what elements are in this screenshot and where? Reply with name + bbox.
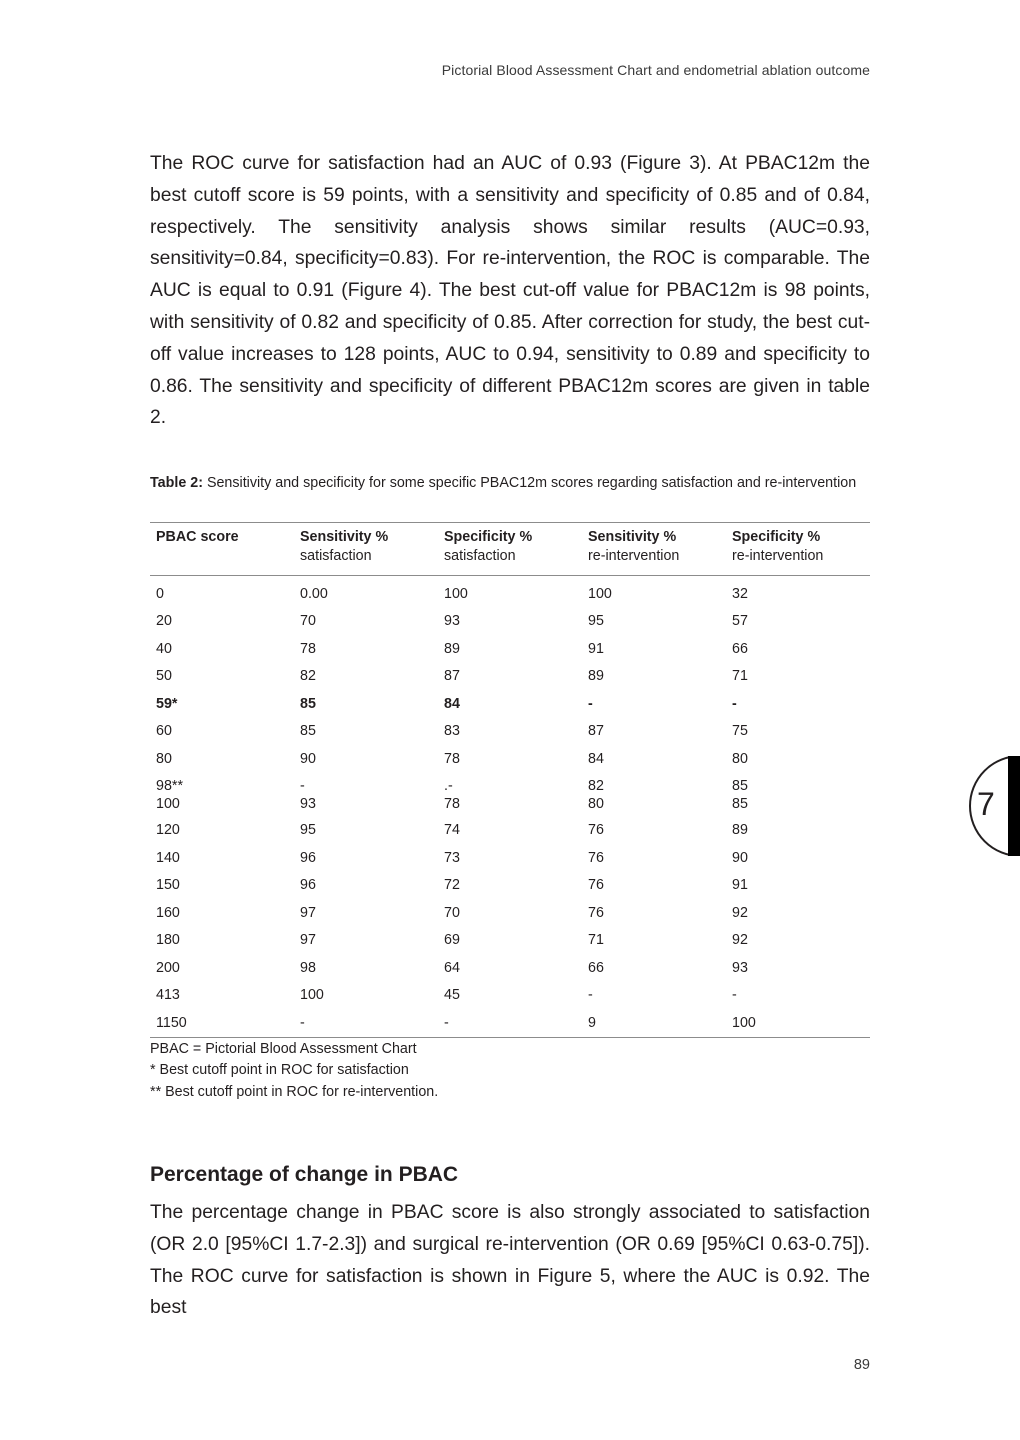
table-cell: .- <box>444 777 453 794</box>
running-head: Pictorial Blood Assessment Chart and endometrial ablation outcome <box>441 62 870 78</box>
chapter-number: 7 <box>977 786 995 822</box>
body-paragraph-2: The percentage change in PBAC score is also strongly associated to satisfaction (OR 2.0 [95%CI 1.7-2.3]) and surgical re-intervention (OR 0.69 [95%CI 0.63-0.75]). The ROC curve for satisfaction is shown in Figure 5, where the AUC is 0.92. The best <box>150 1202 870 1319</box>
header-sensitivity-reintervention: Sensitivity % re-intervention <box>582 523 726 576</box>
footnote-satisfaction: * Best cutoff point in ROC for satisfaction <box>150 1062 409 1079</box>
table-header-row <box>150 523 870 576</box>
header-pbac-score: PBAC score <box>150 523 294 576</box>
table-cell: 85 <box>732 795 748 812</box>
table-row: 80 90 78 84 80 <box>156 750 748 767</box>
table-footnotes <box>150 1039 438 1103</box>
table-cell: 93 <box>300 795 316 812</box>
table-row: 0 0.00 100 100 32 <box>156 585 748 602</box>
page-number: 89 <box>853 1357 870 1373</box>
table-caption <box>150 473 870 495</box>
section-heading: Percentage of change in PBAC <box>150 1163 459 1186</box>
header-sensitivity-satisfaction: Sensitivity % satisfaction <box>294 523 438 576</box>
header-specificity-reintervention: Specificity % re-intervention <box>726 523 870 576</box>
table-caption-label: Table 2: <box>150 475 203 491</box>
table-cell: 100 <box>156 795 180 812</box>
table-row: 160 97 70 76 92 <box>156 904 748 921</box>
table-cell: 85 <box>732 777 748 794</box>
table-cell: 78 <box>444 795 460 812</box>
table-row: 20 70 93 95 57 <box>156 613 748 630</box>
table-cell: 80 <box>588 795 604 812</box>
footnote-abbreviation: PBAC = Pictorial Blood Assessment Chart <box>150 1041 417 1057</box>
table-row: 40 78 89 91 66 <box>156 640 748 657</box>
table-row: 413 100 45 - - <box>156 987 737 1004</box>
table-row: 60 85 83 87 75 <box>156 723 748 740</box>
table-row: 150 96 72 76 91 <box>156 877 748 894</box>
table-caption-text: Sensitivity and specificity for some specific PBAC12m scores regarding satisfaction and re-intervention <box>202 475 857 491</box>
footnote-reintervention: ** Best cutoff point in ROC for re-intervention. <box>150 1083 439 1100</box>
body-paragraph-1: The ROC curve for satisfaction had an AUC of 0.93 (Figure 3). At PBAC12m the best cutoff score is 59 points, with a sensitivity and specificity of 0.85 and of 0.84, respectively. The sensitivity analysis shows similar results (AUC=0.93, sensitivity=0.84, specificity=0.83). For re-intervention, the ROC is comparable. The AUC is equal to 0.91 (Figure 4). The best cut-off value for PBAC12m is 98 points, with sensitivity of 0.82 and specificity of 0.85. After correction for study, the best cut-off value increases to 128 points, AUC to 0.94, sensitivity to 0.89 and specificity to 0.86. The sensitivity and specificity of different PBAC12m scores are given in table 2. <box>150 153 870 429</box>
table-row: 1150 - - 9 100 <box>150 1009 870 1037</box>
chapter-tab-bar <box>1008 756 1020 856</box>
table-row: 120 95 74 76 89 <box>156 822 748 839</box>
sensitivity-specificity-table <box>150 522 870 1038</box>
table-cell: 98** <box>156 777 184 794</box>
table-cell: - <box>300 777 305 794</box>
table-row-best-cutoff-satisfaction: 59* 85 84 - - <box>156 695 737 712</box>
table-row-combined-98-100 <box>150 773 870 817</box>
table-row: 140 96 73 76 90 <box>156 849 748 866</box>
header-specificity-satisfaction: Specificity % satisfaction <box>438 523 582 576</box>
table-row: 50 82 87 89 71 <box>156 668 748 685</box>
table-row: 180 97 69 71 92 <box>156 932 748 949</box>
table-row: 200 98 64 66 93 <box>156 959 748 976</box>
table-cell: 82 <box>588 777 604 794</box>
